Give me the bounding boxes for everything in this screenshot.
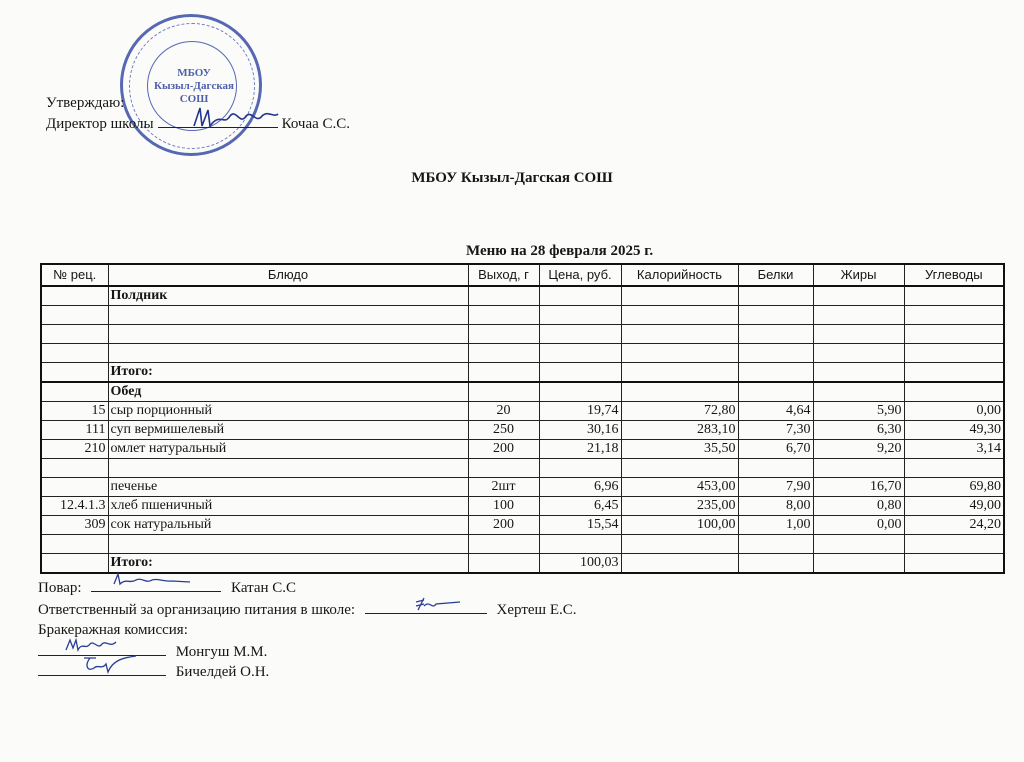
director-name: Кочаа С.С. — [281, 116, 351, 132]
cell-protein — [738, 459, 813, 478]
cell-fat — [813, 363, 904, 383]
cell-output: 100 — [468, 497, 539, 516]
cell-fat — [813, 286, 904, 306]
cell-price: 15,54 — [539, 516, 621, 535]
table-row — [41, 421, 1004, 440]
cell-protein — [738, 535, 813, 554]
cell-dish: Обед — [108, 382, 468, 402]
cell-calories — [621, 535, 738, 554]
cell-calories — [621, 554, 738, 574]
menu-date-title: Меню на 28 февраля 2025 г. — [466, 243, 654, 259]
cell-price: 6,96 — [539, 478, 621, 497]
cook-name: Катан С.С — [231, 580, 297, 596]
cell-calories — [621, 325, 738, 344]
cell-carbs — [904, 459, 1004, 478]
cell-protein — [738, 286, 813, 306]
cell-recipe-no: 111 — [41, 421, 108, 440]
table-section-row — [41, 363, 1004, 383]
menu-table — [40, 263, 1005, 574]
header-calories: Калорийность — [621, 264, 738, 286]
cell-protein: 8,00 — [738, 497, 813, 516]
approval-label: Утверждаю: — [46, 95, 125, 111]
cell-calories: 283,10 — [621, 421, 738, 440]
cell-calories — [621, 382, 738, 402]
table-row — [41, 440, 1004, 459]
table-section-row — [41, 554, 1004, 574]
cell-output — [468, 459, 539, 478]
cell-protein — [738, 363, 813, 383]
cell-dish — [108, 535, 468, 554]
cell-output: 200 — [468, 440, 539, 459]
responsible-line — [38, 598, 577, 620]
cell-dish: Полдник — [108, 286, 468, 306]
cell-output: 2шт — [468, 478, 539, 497]
menu-table-body — [41, 286, 1004, 573]
cell-fat — [813, 325, 904, 344]
cell-dish — [108, 306, 468, 325]
cell-price: 6,45 — [539, 497, 621, 516]
cell-recipe-no — [41, 382, 108, 402]
table-row — [41, 325, 1004, 344]
cell-output — [468, 325, 539, 344]
cell-protein — [738, 382, 813, 402]
table-row — [41, 478, 1004, 497]
cell-recipe-no — [41, 478, 108, 497]
cell-protein: 7,90 — [738, 478, 813, 497]
cell-fat: 16,70 — [813, 478, 904, 497]
director-role: Директор школы — [46, 116, 154, 132]
cell-output — [468, 535, 539, 554]
cell-price: 21,18 — [539, 440, 621, 459]
cell-fat — [813, 554, 904, 574]
cell-dish: сок натуральный — [108, 516, 468, 535]
cell-recipe-no: 12.4.1.3 — [41, 497, 108, 516]
header-fat: Жиры — [813, 264, 904, 286]
cell-fat — [813, 306, 904, 325]
cell-fat: 5,90 — [813, 402, 904, 421]
cell-recipe-no — [41, 344, 108, 363]
responsible-label: Ответственный за организацию питания в школе: — [38, 602, 356, 618]
cell-calories: 453,00 — [621, 478, 738, 497]
cook-signature-icon — [112, 572, 192, 588]
cell-carbs — [904, 325, 1004, 344]
stamp-center-text: МБОУ Кызыл-Дагская СОШ — [154, 67, 234, 105]
commission-member-1: Монгуш М.М. — [38, 640, 267, 662]
cell-calories — [621, 286, 738, 306]
cell-price: 30,16 — [539, 421, 621, 440]
cell-carbs — [904, 306, 1004, 325]
cell-carbs: 24,20 — [904, 516, 1004, 535]
cell-output — [468, 286, 539, 306]
cell-protein: 6,70 — [738, 440, 813, 459]
cell-carbs: 0,00 — [904, 402, 1004, 421]
cell-dish — [108, 459, 468, 478]
member-2-signature-icon — [80, 654, 140, 674]
cell-recipe-no: 210 — [41, 440, 108, 459]
cell-price — [539, 363, 621, 383]
table-section-row — [41, 286, 1004, 306]
cell-calories — [621, 344, 738, 363]
cell-recipe-no: 309 — [41, 516, 108, 535]
cell-dish — [108, 344, 468, 363]
cell-price: 19,74 — [539, 402, 621, 421]
header-output: Выход, г — [468, 264, 539, 286]
header-protein: Белки — [738, 264, 813, 286]
cell-calories: 235,00 — [621, 497, 738, 516]
cell-carbs — [904, 344, 1004, 363]
cell-fat — [813, 459, 904, 478]
table-row — [41, 497, 1004, 516]
cell-carbs: 49,30 — [904, 421, 1004, 440]
cell-dish: печенье — [108, 478, 468, 497]
cell-dish: Итого: — [108, 363, 468, 383]
cell-fat — [813, 382, 904, 402]
cell-price — [539, 325, 621, 344]
table-header-row — [41, 264, 1004, 286]
organization-title: МБОУ Кызыл-Дагская СОШ — [411, 170, 613, 186]
cell-output: 20 — [468, 402, 539, 421]
cell-carbs: 49,00 — [904, 497, 1004, 516]
cell-price — [539, 306, 621, 325]
cell-price: 100,03 — [539, 554, 621, 574]
cell-recipe-no — [41, 535, 108, 554]
cell-price — [539, 459, 621, 478]
header-recipe-no: № рец. — [41, 264, 108, 286]
cell-protein: 1,00 — [738, 516, 813, 535]
cell-recipe-no — [41, 363, 108, 383]
cell-calories — [621, 306, 738, 325]
cell-price — [539, 286, 621, 306]
cell-protein — [738, 554, 813, 574]
cell-fat — [813, 535, 904, 554]
cell-carbs — [904, 363, 1004, 383]
cell-calories: 100,00 — [621, 516, 738, 535]
table-row — [41, 306, 1004, 325]
cell-dish — [108, 325, 468, 344]
cell-recipe-no: 15 — [41, 402, 108, 421]
cell-protein — [738, 325, 813, 344]
cell-carbs — [904, 554, 1004, 574]
cell-fat: 0,00 — [813, 516, 904, 535]
cell-output: 250 — [468, 421, 539, 440]
cell-calories — [621, 459, 738, 478]
commission-member-2: Бичелдей О.Н. — [38, 660, 269, 682]
cell-recipe-no — [41, 459, 108, 478]
cell-recipe-no — [41, 554, 108, 574]
cell-fat: 0,80 — [813, 497, 904, 516]
cell-output — [468, 382, 539, 402]
cell-dish: суп вермишелевый — [108, 421, 468, 440]
table-row — [41, 344, 1004, 363]
cell-calories: 72,80 — [621, 402, 738, 421]
cell-price — [539, 382, 621, 402]
member-1-signature-icon — [64, 636, 124, 654]
cell-protein: 4,64 — [738, 402, 813, 421]
cell-fat: 9,20 — [813, 440, 904, 459]
table-row — [41, 516, 1004, 535]
commission-label: Бракеражная комиссия: — [38, 622, 188, 638]
table-row — [41, 459, 1004, 478]
responsible-name: Хертеш Е.С. — [496, 602, 577, 618]
cell-carbs — [904, 535, 1004, 554]
cell-protein — [738, 306, 813, 325]
cell-recipe-no — [41, 306, 108, 325]
cell-price — [539, 535, 621, 554]
cell-recipe-no — [41, 325, 108, 344]
cell-fat — [813, 344, 904, 363]
cell-calories: 35,50 — [621, 440, 738, 459]
cell-carbs: 69,80 — [904, 478, 1004, 497]
table-row — [41, 402, 1004, 421]
cell-dish: Итого: — [108, 554, 468, 574]
cell-recipe-no — [41, 286, 108, 306]
cell-price — [539, 344, 621, 363]
table-row — [41, 535, 1004, 554]
cell-output — [468, 554, 539, 574]
cell-carbs — [904, 382, 1004, 402]
table-section-row — [41, 382, 1004, 402]
cell-output: 200 — [468, 516, 539, 535]
cook-label: Повар: — [38, 580, 82, 596]
school-stamp — [120, 14, 262, 156]
header-carbs: Углеводы — [904, 264, 1004, 286]
cell-dish: хлеб пшеничный — [108, 497, 468, 516]
cell-dish: сыр порционный — [108, 402, 468, 421]
cell-output — [468, 363, 539, 383]
cell-protein: 7,30 — [738, 421, 813, 440]
cell-fat: 6,30 — [813, 421, 904, 440]
cell-calories — [621, 363, 738, 383]
cell-carbs: 3,14 — [904, 440, 1004, 459]
cell-carbs — [904, 286, 1004, 306]
cell-output — [468, 306, 539, 325]
responsible-signature-icon — [412, 596, 462, 614]
cell-protein — [738, 344, 813, 363]
header-dish: Блюдо — [108, 264, 468, 286]
cell-dish: омлет натуральный — [108, 440, 468, 459]
header-price: Цена, руб. — [539, 264, 621, 286]
cell-output — [468, 344, 539, 363]
director-signature-icon — [190, 104, 280, 130]
